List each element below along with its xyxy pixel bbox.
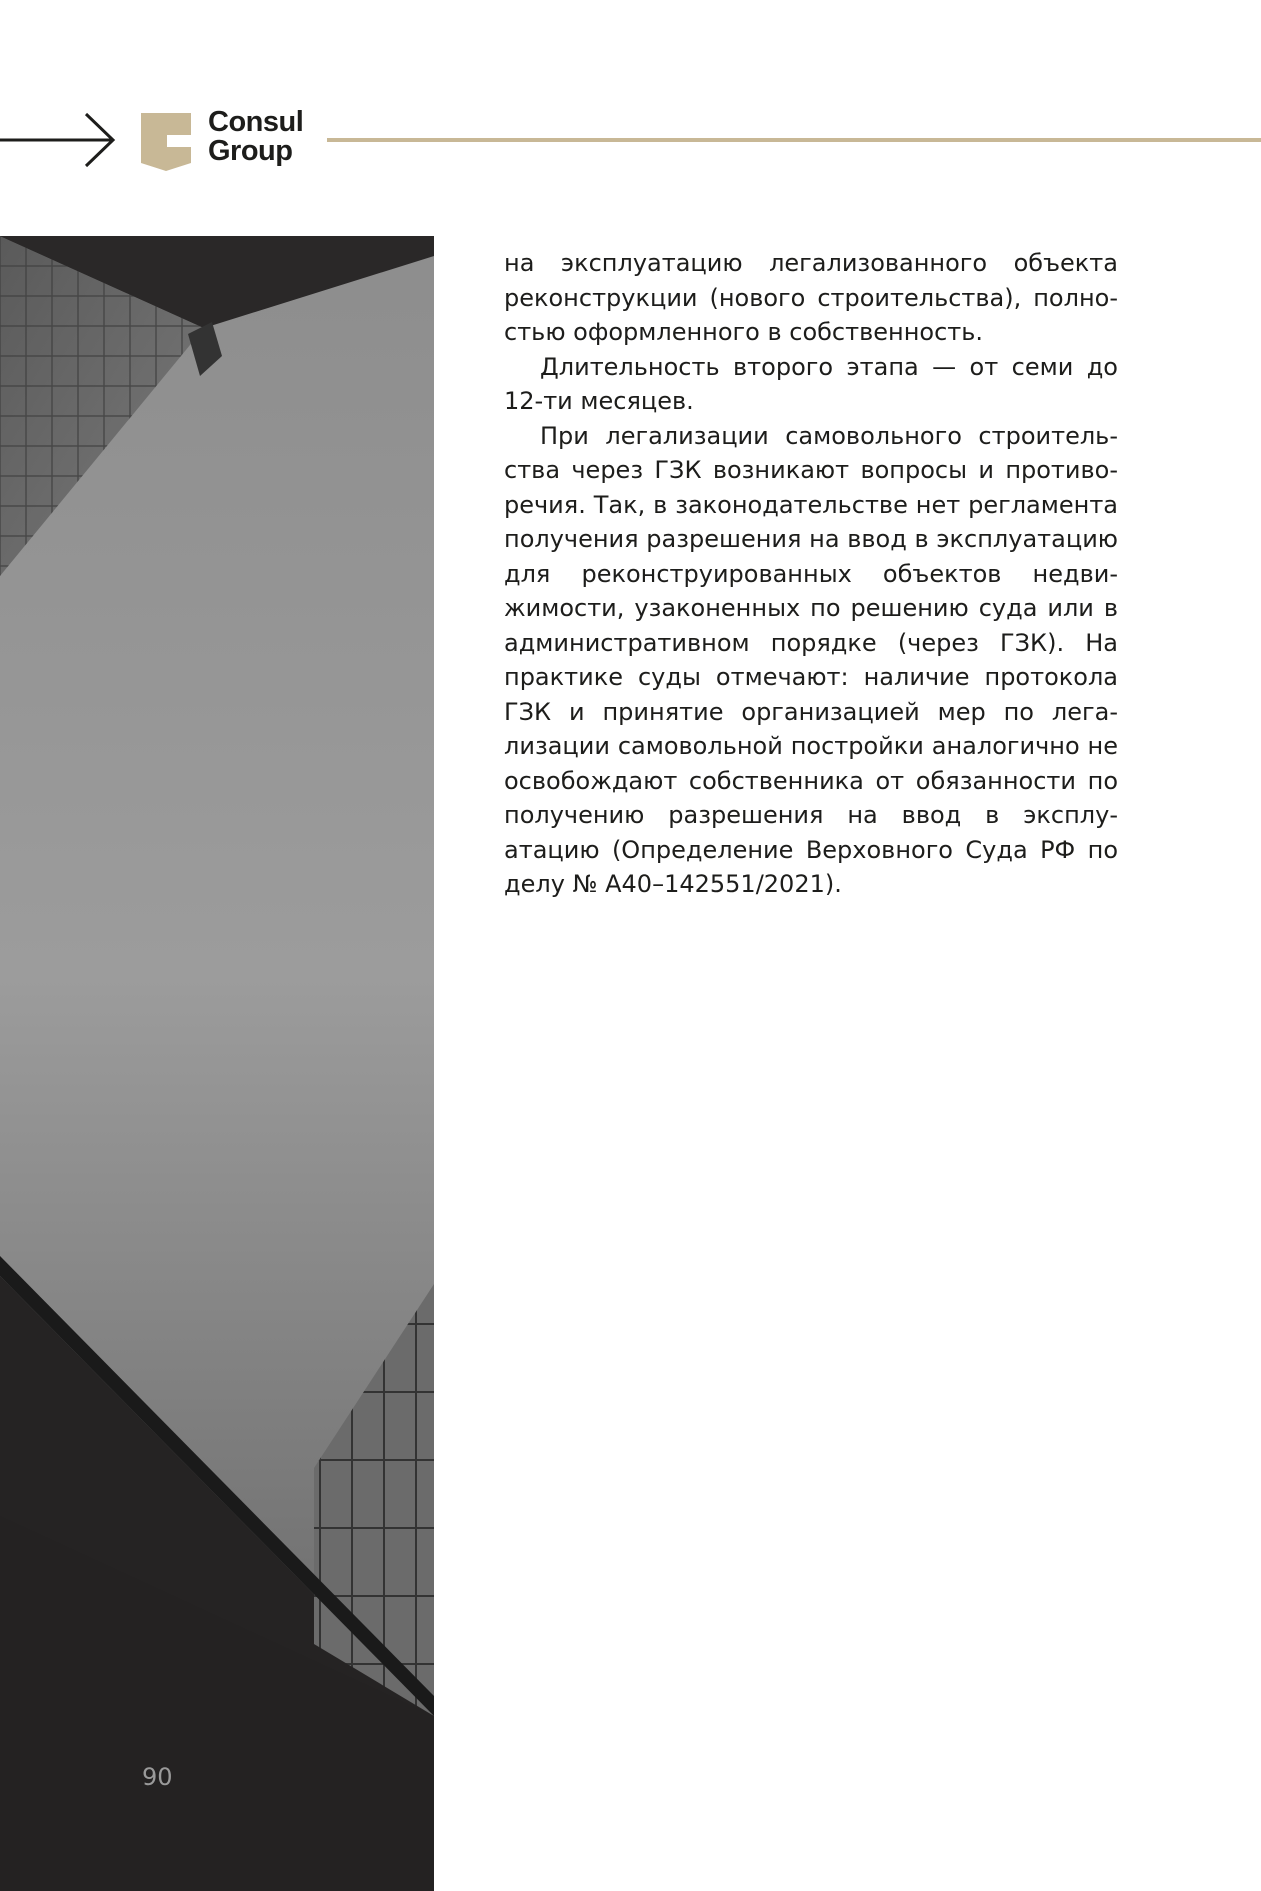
- body-text: [504, 246, 1118, 902]
- architecture-photo: [0, 236, 434, 1891]
- header-rule: [327, 138, 1261, 142]
- paragraph-2: Длительность второго этапа — от семи до 12-ти месяцев.: [504, 352, 1118, 415]
- logo-wordmark: [208, 108, 303, 166]
- consul-group-logo-icon: [141, 113, 191, 171]
- paragraph-3: При легализации самовольного строительства через ГЗК возникают вопросы и противоречия. Так, в законодательстве нет регламента получения разрешения на ввод в эксплуатацию для реконструированных объектов недвижимости, узаконенных по решению суда или в административном порядке (через ГЗК). На практике суды отмечают: наличие протокола ГЗК и принятие организацией мер по легализации самовольной постройки аналогично не освобождают собственника от обязанности по получению разрешения на ввод в эксплуатацию (Определение Верховного Суда РФ по делу № А40–142551/2021).: [504, 421, 1118, 898]
- page-header: [0, 0, 1261, 240]
- page-number: 90: [142, 1763, 173, 1791]
- paragraph-1: на эксплуатацию легализованного объекта реконструкции (нового строительства), полностью оформленного в собственность.: [504, 249, 1118, 346]
- arrow-right-icon: [0, 108, 118, 168]
- logo-line-2: Group: [208, 135, 293, 167]
- logo-line-1: Consul: [208, 106, 304, 138]
